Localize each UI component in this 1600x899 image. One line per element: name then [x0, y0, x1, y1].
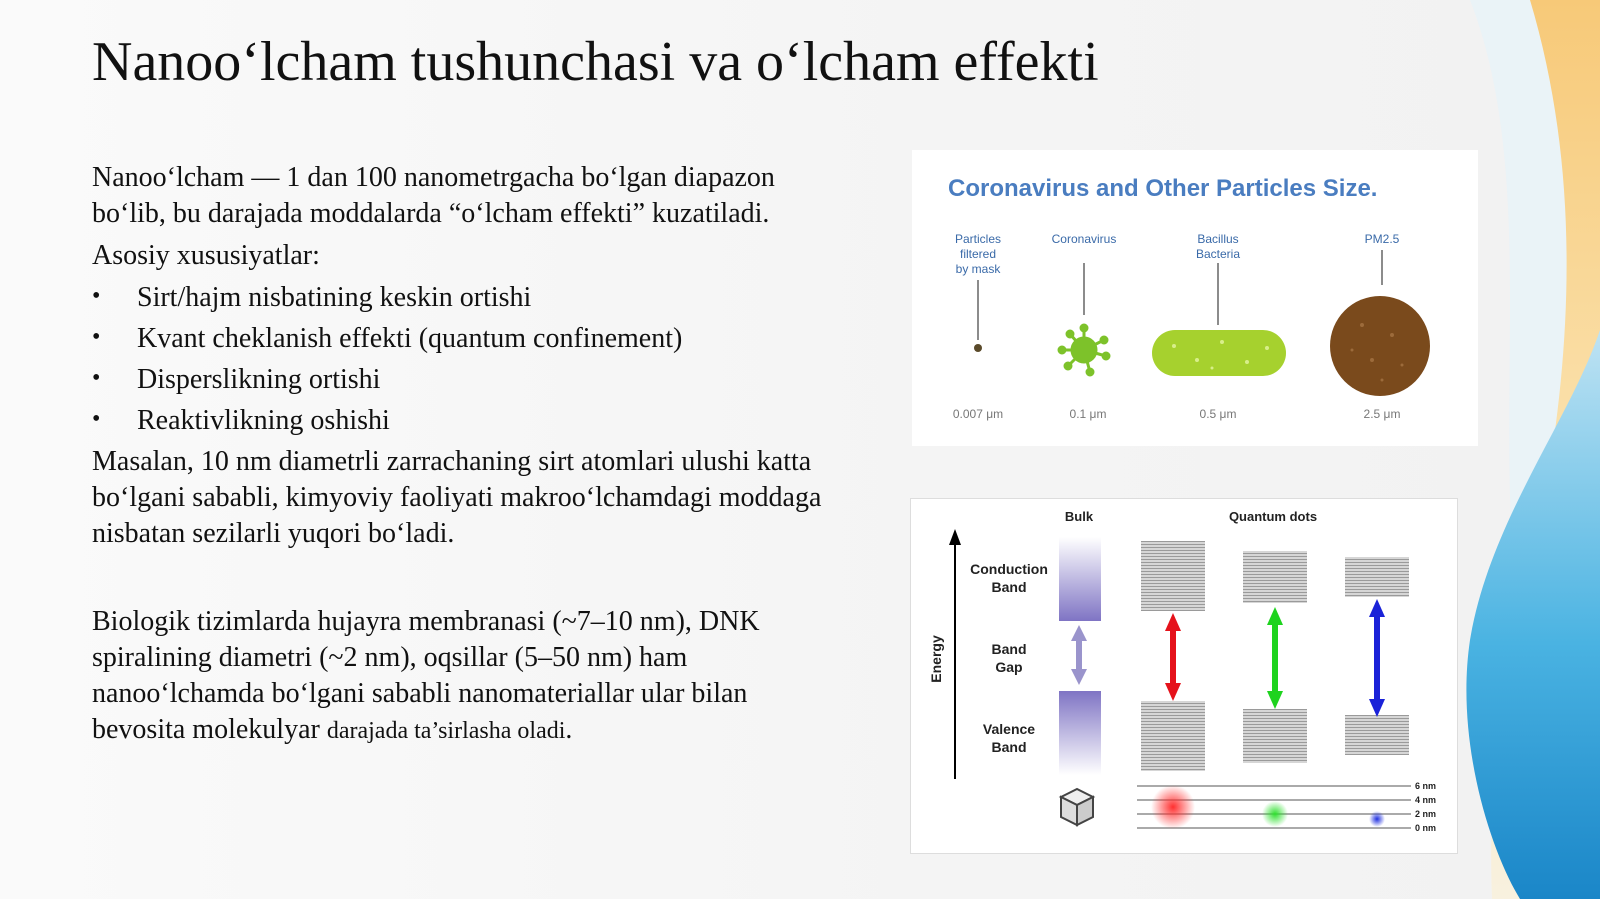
qd-valence-band [1141, 701, 1205, 771]
particle-label: Coronavirus [1051, 232, 1117, 246]
particle-size: 0.1 μm [1069, 407, 1107, 421]
particle-size-figure [912, 150, 1478, 446]
features-list [92, 280, 842, 439]
qd-conduction-band [1141, 541, 1205, 611]
mask-particle-icon [974, 344, 982, 352]
qd-valence-band [1243, 709, 1307, 763]
conduction-band-label: Conduction Band [970, 561, 1048, 595]
qd-conduction-band [1243, 551, 1307, 603]
slide-body [92, 160, 842, 755]
particle-size: 0.5 μm [1199, 407, 1237, 421]
quantum-dots-label: Quantum dots [1228, 509, 1318, 524]
scale-label: 6 nm [1415, 781, 1437, 791]
bulk-conduction-band [1059, 537, 1101, 621]
particle-size: 0.007 μm [952, 407, 1004, 421]
bulk-label: Bulk [1064, 509, 1094, 524]
arrow-up-icon [949, 529, 961, 545]
pm25-particle-icon [1330, 296, 1430, 396]
list-item: • Kvant cheklanish effekti (quantum confinement) [92, 321, 842, 357]
blue-quantum-dot [1369, 811, 1385, 827]
scale-label: 4 nm [1415, 795, 1437, 805]
particle-label: PM2.5 [1364, 232, 1400, 246]
coronavirus-icon [1059, 325, 1109, 375]
particle-size: 2.5 μm [1363, 407, 1401, 421]
band-gap-label: Band Gap [991, 641, 1027, 675]
intro-paragraph: Nanoo‘lcham — 1 dan 100 nanometrgacha bo‘lgan diapazon bo‘lib, bu darajada moddalarda “o‘lcham effekti” kuzatiladi. [92, 162, 775, 229]
red-gap-arrow [1165, 613, 1181, 701]
band-gap-figure [910, 498, 1458, 854]
bacteria-icon [1152, 330, 1286, 376]
qd-conduction-band [1345, 557, 1409, 597]
bullet-icon: • [92, 406, 101, 432]
bullet-icon: • [92, 365, 101, 391]
example-paragraph: Masalan, 10 nm diametrli zarrachaning sirt atomlari ulushi katta bo‘lgani sababli, kimyoviy faoliyati makroo‘lchamdagi moddaga nisbatan sezilarli yuqori bo‘ladi. [92, 446, 822, 549]
red-quantum-dot [1151, 785, 1195, 829]
bullet-icon: • [92, 283, 101, 309]
bulk-gap-arrow [1071, 625, 1087, 685]
list-item: • Reaktivlikning oshishi [92, 403, 842, 439]
green-gap-arrow [1267, 607, 1283, 709]
bullet-icon: • [92, 324, 101, 350]
scale-label: 2 nm [1415, 809, 1437, 819]
cube-icon [1061, 789, 1093, 825]
particle-label: Particles filtered by mask [954, 232, 1002, 276]
list-item: • Disperslikning ortishi [92, 362, 842, 398]
features-heading: Asosiy xususiyatlar: [92, 240, 320, 271]
qd-valence-band [1345, 715, 1409, 755]
figure-title: Coronavirus and Other Particles Size. [948, 175, 1378, 202]
valence-band-label: Valence Band [982, 721, 1036, 755]
particle-label: Bacillus Bacteria [1195, 232, 1241, 261]
biology-paragraph: Biologik tizimlarda hujayra membranasi (~7–10 nm), DNK spiralining diametri (~2 nm), oqsillar (5–50 nm) ham nanoo‘lchamda bo‘lgani sababli nanomateriallar ular bilan bevosita molekulyar darajada ta’sirlasha oladi. [92, 606, 760, 745]
energy-label: Energy [928, 635, 944, 683]
scale-label: 0 nm [1415, 823, 1437, 833]
slide-title: Nanoo‘lcham tushunchasi va o‘lcham effekti [92, 31, 1099, 93]
list-item: • Sirt/hajm nisbatining keskin ortishi [92, 280, 842, 316]
blue-gap-arrow [1369, 599, 1385, 717]
green-quantum-dot [1262, 801, 1288, 827]
bulk-valence-band [1059, 691, 1101, 775]
